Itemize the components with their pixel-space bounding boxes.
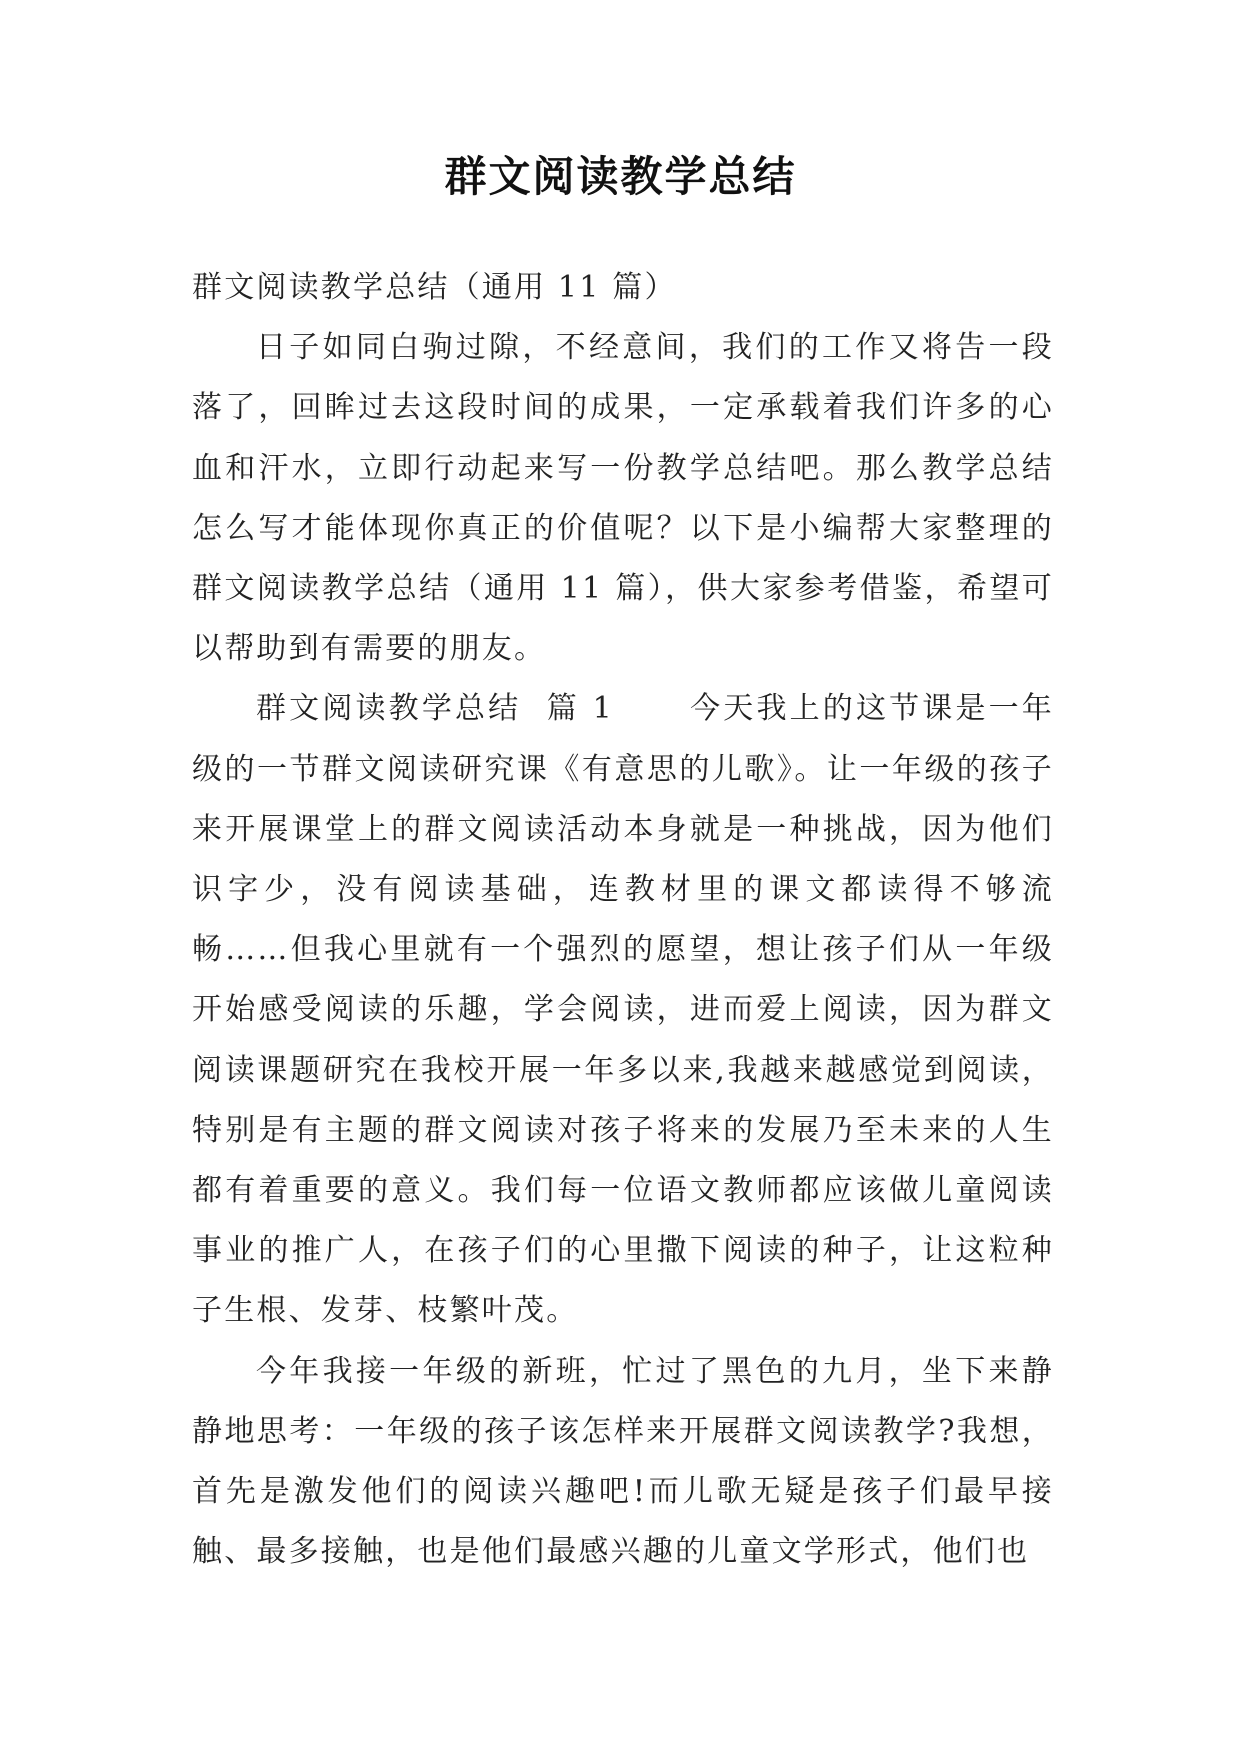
document-subtitle: 群文阅读教学总结（通用 11 篇）	[192, 270, 677, 305]
document-body	[192, 258, 1054, 1582]
paragraph-article-1: 群文阅读教学总结 篇 1 今天我上的这节课是一年级的一节群文阅读研究课《有意思的儿歌》。让一年级的孩子来开展课堂上的群文阅读活动本身就是一种挑战，因为他们识字少，没有阅读基础，连教材里的课文都读得不够流畅……但我心里就有一个强烈的愿望，想让孩子们从一年级开始感受阅读的乐趣，学会阅读，进而爱上阅读，因为群文阅读课题研究在我校开展一年多以来,我越来越感觉到阅读，特别是有主题的群文阅读对孩子将来的发展乃至未来的人生都有着重要的意义。我们每一位语文教师都应该做儿童阅读事业的推广人，在孩子们的心里撒下阅读的种子，让这粒种子生根、发芽、枝繁叶茂。	[192, 691, 1054, 1329]
paragraph-intro: 日子如同白驹过隙，不经意间，我们的工作又将告一段落了，回眸过去这段时间的成果，一定承载着我们许多的心血和汗水，立即行动起来写一份教学总结吧。那么教学总结怎么写才能体现你真正的价值呢？以下是小编帮大家整理的群文阅读教学总结（通用 11 篇），供大家参考借鉴，希望可以帮助到有需要的朋友。	[192, 330, 1054, 667]
document-title: 群文阅读教学总结	[444, 152, 797, 201]
paragraph-continuation: 今年我接一年级的新班，忙过了黑色的九月，坐下来静静地思考：一年级的孩子该怎样来开展群文阅读教学?我想，首先是激发他们的阅读兴趣吧!而儿歌无疑是孩子们最早接触、最多接触，也是他们最感兴趣的儿童文学形式，他们也	[192, 1353, 1054, 1570]
